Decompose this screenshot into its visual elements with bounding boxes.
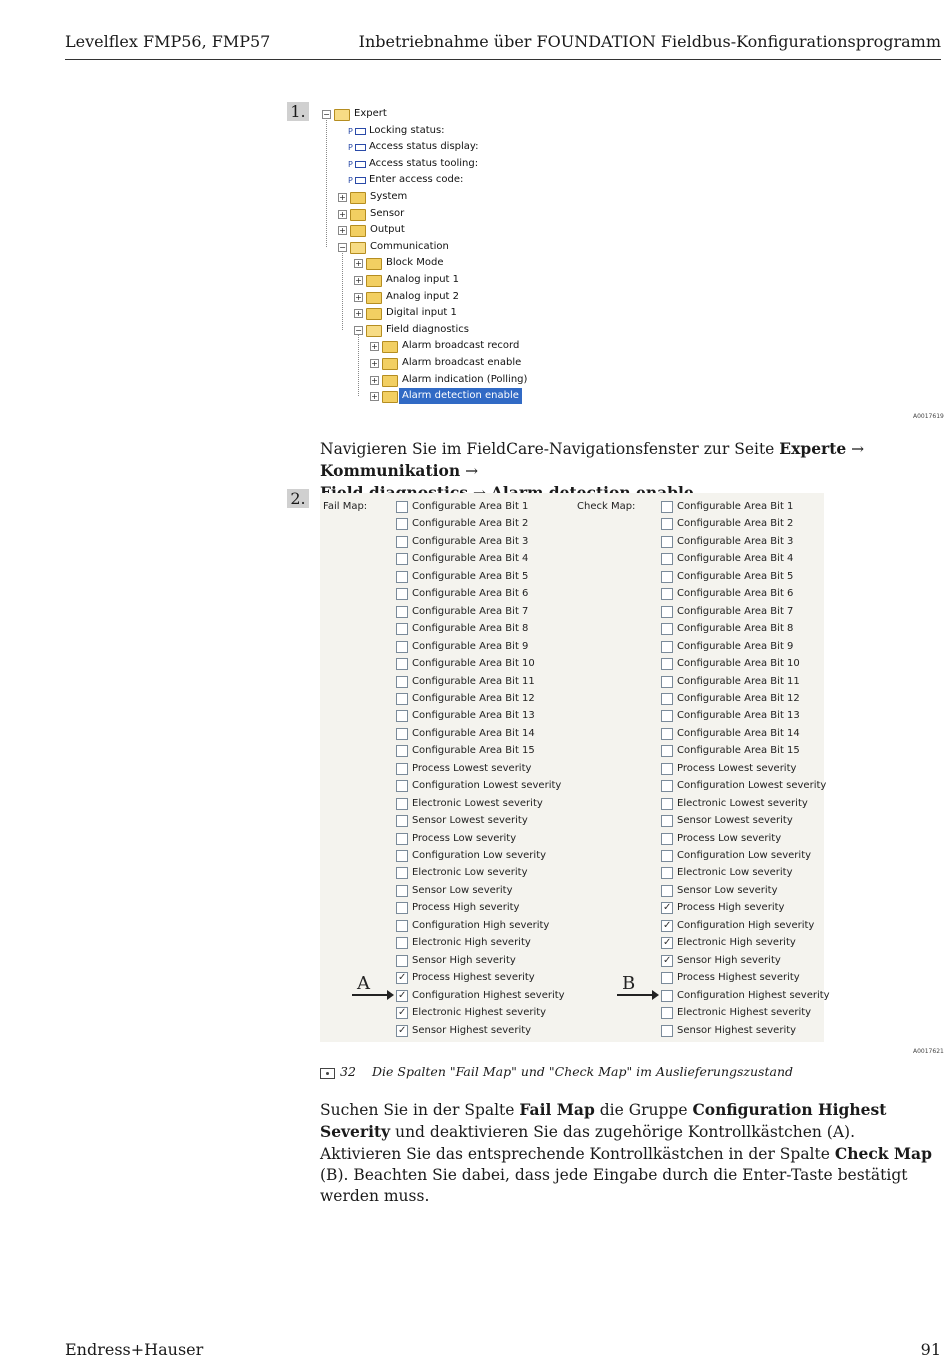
checkbox-label: Configurable Area Bit 1 xyxy=(412,501,529,512)
term-check-map: Check Map xyxy=(834,1144,932,1163)
folder-open-icon xyxy=(350,242,366,254)
checkbox-label: Configurable Area Bit 8 xyxy=(412,623,529,635)
checkbox[interactable] xyxy=(396,606,408,618)
checkbox-label: Configurable Area Bit 12 xyxy=(412,692,535,704)
expand-icon[interactable]: + xyxy=(371,359,378,368)
checkbox[interactable] xyxy=(661,902,673,914)
arrow-a-icon xyxy=(352,994,388,996)
checkbox-label: Process Lowest severity xyxy=(412,762,532,774)
folder-icon xyxy=(350,225,366,237)
figure-code-2: A0017621 xyxy=(913,1048,944,1055)
page-number: 91 xyxy=(920,1340,941,1359)
checkbox-label: Process Low severity xyxy=(412,832,517,844)
figure-icon xyxy=(320,1068,335,1079)
expand-icon[interactable]: + xyxy=(339,193,346,202)
expand-icon[interactable]: + xyxy=(355,309,362,319)
checkbox[interactable] xyxy=(661,798,673,810)
arrow: → xyxy=(846,440,865,458)
checkbox[interactable] xyxy=(661,763,673,775)
checkbox[interactable] xyxy=(661,867,673,879)
folder-icon xyxy=(382,358,398,370)
step-number-1: 1. xyxy=(287,102,309,121)
tree-item-label: Output xyxy=(370,224,405,236)
checkbox[interactable] xyxy=(396,745,408,757)
checkbox[interactable] xyxy=(396,920,408,932)
checkbox-label: Process High severity xyxy=(412,902,520,914)
checkbox[interactable] xyxy=(396,641,408,653)
term-configuration-highest-severity: Configuration Highest Severity xyxy=(320,1100,887,1141)
checkbox[interactable] xyxy=(396,955,408,967)
checkbox-label: Sensor High severity xyxy=(412,954,516,966)
checkbox[interactable] xyxy=(396,1007,408,1019)
term-fail-map: Fail Map xyxy=(519,1100,595,1119)
checkbox[interactable] xyxy=(396,972,408,984)
checkbox-label: Sensor Low severity xyxy=(677,884,778,896)
checkbox-label: Configuration Highest severity xyxy=(677,989,830,1001)
checkbox-label: Electronic Highest severity xyxy=(677,1007,812,1019)
fail-check-map-screenshot xyxy=(320,493,830,1042)
checkbox[interactable] xyxy=(661,641,673,653)
expand-icon[interactable]: + xyxy=(371,392,378,402)
checkbox-label: Process Low severity xyxy=(677,832,782,844)
text: und deaktivieren Sie das zugehörige Kontrollkästchen (A). Aktivieren Sie das entsprechende Kontrollkästchen in der Spalte xyxy=(320,1123,855,1163)
checkbox[interactable] xyxy=(661,728,673,740)
tree-item-label: Access status tooling: xyxy=(369,157,479,169)
checkbox-label: Electronic Low severity xyxy=(412,867,528,879)
checkbox-label: Configurable Area Bit 5 xyxy=(677,570,794,582)
header-divider xyxy=(65,59,941,60)
tree-guide-line xyxy=(358,334,359,396)
checkbox[interactable] xyxy=(661,850,673,862)
checkbox[interactable] xyxy=(661,606,673,618)
checkbox[interactable] xyxy=(661,920,673,932)
expand-icon[interactable]: + xyxy=(339,209,346,219)
parameter-icon: P xyxy=(348,143,353,153)
checkbox[interactable] xyxy=(396,885,408,897)
checkbox-label: Process Highest severity xyxy=(412,972,535,984)
checkbox[interactable] xyxy=(396,553,408,565)
tree-item-label: Communication xyxy=(370,240,449,252)
checkbox-label: Configurable Area Bit 13 xyxy=(677,710,800,722)
folder-icon xyxy=(366,258,382,270)
expand-icon[interactable]: + xyxy=(355,292,362,302)
checkbox[interactable] xyxy=(396,571,408,583)
parameter-box-icon xyxy=(355,177,366,184)
checkbox-label: Configurable Area Bit 12 xyxy=(677,692,800,704)
checkbox[interactable] xyxy=(396,518,408,530)
checkbox-label: Configurable Area Bit 11 xyxy=(677,675,800,687)
checkbox-label: Configurable Area Bit 6 xyxy=(677,588,794,600)
tree-item-label: Field diagnostics xyxy=(386,323,469,335)
checkbox[interactable] xyxy=(661,885,673,897)
checkbox-label: Configurable Area Bit 10 xyxy=(677,658,800,670)
text: die Gruppe xyxy=(594,1101,693,1119)
folder-open-icon xyxy=(366,325,382,337)
expand-icon[interactable]: + xyxy=(339,226,346,236)
checkbox[interactable] xyxy=(661,501,673,513)
checkbox[interactable] xyxy=(396,676,408,688)
parameter-box-icon xyxy=(355,144,366,151)
tree-item-label: Enter access code: xyxy=(369,174,464,186)
parameter-icon: P xyxy=(348,159,353,169)
checkbox[interactable] xyxy=(661,518,673,530)
checkbox-label: Configurable Area Bit 8 xyxy=(677,623,794,635)
checkbox[interactable] xyxy=(396,623,408,635)
checkbox-label: Sensor Low severity xyxy=(412,884,513,896)
checkbox-label: Configuration High severity xyxy=(677,919,815,931)
marker-b: B xyxy=(622,973,636,994)
check-map-title: Check Map: xyxy=(577,501,636,512)
checkbox[interactable] xyxy=(396,501,408,513)
checkbox-label: Configurable Area Bit 4 xyxy=(412,553,529,565)
checkbox-label: Configuration Lowest severity xyxy=(677,780,827,792)
checkbox-label: Sensor Lowest severity xyxy=(677,815,793,827)
checkbox[interactable] xyxy=(661,937,673,949)
collapse-icon[interactable]: − xyxy=(355,325,362,335)
checkbox[interactable] xyxy=(661,553,673,565)
checkbox-label: Sensor Lowest severity xyxy=(412,815,528,827)
checkbox[interactable] xyxy=(661,990,673,1002)
text: (B). Beachten Sie dabei, dass jede Eingabe durch die Enter-Taste bestätigt werden muss. xyxy=(320,1166,908,1205)
folder-icon xyxy=(382,375,398,387)
tree-item-label: Analog input 2 xyxy=(386,290,459,302)
expand-icon[interactable]: + xyxy=(371,375,378,385)
tree-item-label: Analog input 1 xyxy=(386,274,459,285)
checkbox-label: Configurable Area Bit 7 xyxy=(677,605,794,617)
checkbox-label: Configurable Area Bit 11 xyxy=(412,675,535,687)
tree-item-label: Alarm broadcast record xyxy=(402,340,520,352)
checkbox[interactable] xyxy=(661,815,673,827)
marker-a: A xyxy=(357,973,370,994)
folder-icon xyxy=(382,391,398,403)
checkbox-label: Configurable Area Bit 2 xyxy=(677,518,794,530)
checkbox-label: Process Highest severity xyxy=(677,972,800,984)
checkbox[interactable] xyxy=(396,728,408,740)
tree-guide-line xyxy=(326,118,327,247)
tree-item-label: Alarm broadcast enable xyxy=(402,357,522,368)
checkbox[interactable] xyxy=(661,745,673,757)
tree-item-label: Locking status: xyxy=(369,124,445,136)
header-section-title: Inbetriebnahme über FOUNDATION Fieldbus-Konfigurationsprogramm xyxy=(358,32,941,51)
checkbox[interactable] xyxy=(396,902,408,914)
checkbox-label: Configurable Area Bit 7 xyxy=(412,605,529,617)
checkbox-label: Configurable Area Bit 9 xyxy=(677,640,794,652)
checkbox[interactable] xyxy=(661,1007,673,1019)
checkbox[interactable] xyxy=(661,658,673,670)
checkbox[interactable] xyxy=(661,1025,673,1037)
checkbox[interactable] xyxy=(661,693,673,705)
checkbox-label: Configurable Area Bit 13 xyxy=(412,710,535,722)
checkbox[interactable] xyxy=(396,833,408,845)
checkbox[interactable] xyxy=(396,763,408,775)
checkbox[interactable] xyxy=(396,867,408,879)
folder-open-icon xyxy=(334,109,350,121)
navigation-tree-screenshot xyxy=(320,102,530,407)
checkbox[interactable] xyxy=(396,536,408,548)
expand-icon[interactable]: + xyxy=(371,342,378,352)
checkbox[interactable] xyxy=(396,780,408,792)
checkbox-label: Sensor High severity xyxy=(677,954,781,966)
checkbox[interactable] xyxy=(396,658,408,670)
checkbox-label: Configurable Area Bit 15 xyxy=(412,745,535,757)
checkbox-label: Configurable Area Bit 15 xyxy=(677,745,800,757)
checkbox-label: Electronic High severity xyxy=(677,937,796,949)
checkbox[interactable] xyxy=(396,990,408,1002)
footer-company: Endress+Hauser xyxy=(65,1340,204,1359)
tree-item-label: Sensor xyxy=(370,207,405,219)
figure-number: 32 xyxy=(340,1064,356,1079)
arrow: → xyxy=(460,462,479,480)
checkbox-label: Configurable Area Bit 14 xyxy=(412,727,535,739)
checkbox-label: Configurable Area Bit 2 xyxy=(412,518,529,530)
checkbox-label: Process Lowest severity xyxy=(677,762,797,774)
parameter-box-icon xyxy=(355,161,366,168)
step-number-2: 2. xyxy=(287,489,309,508)
checkbox-label: Configurable Area Bit 10 xyxy=(412,658,535,670)
fail-map-title: Fail Map: xyxy=(323,501,368,512)
folder-icon xyxy=(350,192,366,204)
checkbox-label: Electronic Highest severity xyxy=(412,1007,547,1019)
checkbox[interactable] xyxy=(661,588,673,600)
folder-icon xyxy=(382,341,398,353)
checkbox-label: Configurable Area Bit 9 xyxy=(412,640,529,652)
checkbox-label: Configuration High severity xyxy=(412,919,550,931)
checkbox-label: Configurable Area Bit 4 xyxy=(677,553,794,565)
folder-icon xyxy=(366,292,382,304)
checkbox-label: Electronic Lowest severity xyxy=(412,797,543,809)
caption-text: Die Spalten "Fail Map" und "Check Map" im Auslieferungszustand xyxy=(372,1064,793,1079)
checkbox-label: Configurable Area Bit 14 xyxy=(677,727,800,739)
folder-icon xyxy=(366,275,382,287)
checkbox-label: Electronic Lowest severity xyxy=(677,797,808,809)
checkbox[interactable] xyxy=(661,676,673,688)
checkbox[interactable] xyxy=(661,571,673,583)
tree-item-label: Expert xyxy=(354,108,387,119)
menu-path-kommunikation: Kommunikation xyxy=(320,461,461,480)
checkbox-label: Configurable Area Bit 5 xyxy=(412,570,529,582)
checkbox-label: Electronic High severity xyxy=(412,937,531,949)
header-product: Levelflex FMP56, FMP57 xyxy=(65,32,271,51)
checkbox-label: Configuration Low severity xyxy=(412,850,547,861)
tree-item-label: Alarm detection enable xyxy=(399,388,522,404)
checkbox[interactable] xyxy=(396,798,408,810)
checkbox-label: Configurable Area Bit 1 xyxy=(677,501,794,512)
checkbox[interactable] xyxy=(396,588,408,600)
checkbox[interactable] xyxy=(661,955,673,967)
checkbox[interactable] xyxy=(661,536,673,548)
expand-icon[interactable]: + xyxy=(355,276,362,285)
checkbox-label: Sensor Highest severity xyxy=(677,1024,797,1036)
checkbox-label: Configurable Area Bit 6 xyxy=(412,588,529,600)
checkbox-label: Configurable Area Bit 3 xyxy=(412,535,529,547)
expand-icon[interactable]: + xyxy=(355,259,362,269)
collapse-icon[interactable]: − xyxy=(323,110,330,119)
checkbox-label: Electronic Low severity xyxy=(677,867,793,879)
checkbox[interactable] xyxy=(396,1025,408,1037)
tree-item-label: Block Mode xyxy=(386,257,444,269)
tree-guide-line xyxy=(342,251,343,330)
checkbox-label: Process High severity xyxy=(677,902,785,914)
parameter-icon: P xyxy=(348,176,353,186)
checkbox[interactable] xyxy=(396,710,408,722)
collapse-icon[interactable]: − xyxy=(339,242,346,252)
tree-item-label: Alarm indication (Polling) xyxy=(402,373,528,385)
checkbox[interactable] xyxy=(661,833,673,845)
checkbox-label: Sensor Highest severity xyxy=(412,1024,532,1036)
text: Navigieren Sie im FieldCare-Navigationsfenster zur Seite xyxy=(320,440,780,458)
parameter-icon: P xyxy=(348,126,353,136)
checkbox-label: Configuration Highest severity xyxy=(412,989,565,1001)
instruction-paragraph-2 xyxy=(320,1099,935,1207)
checkbox[interactable] xyxy=(396,815,408,827)
parameter-box-icon xyxy=(355,128,366,135)
checkbox[interactable] xyxy=(396,693,408,705)
checkbox-label: Configuration Lowest severity xyxy=(412,780,562,792)
checkbox[interactable] xyxy=(661,972,673,984)
checkbox[interactable] xyxy=(661,623,673,635)
checkbox[interactable] xyxy=(396,937,408,949)
checkbox-label: Configurable Area Bit 3 xyxy=(677,535,794,547)
arrow-b-icon xyxy=(617,994,653,996)
tree-item-label: Access status display: xyxy=(369,141,479,153)
checkbox[interactable] xyxy=(661,780,673,792)
tree-item-label: System xyxy=(370,191,408,202)
checkbox[interactable] xyxy=(396,850,408,862)
figure-code-1: A0017619 xyxy=(913,413,944,420)
checkbox-label: Configuration Low severity xyxy=(677,850,812,861)
text: Suchen Sie in der Spalte xyxy=(320,1101,520,1119)
menu-path-experte: Experte xyxy=(779,439,847,458)
checkbox[interactable] xyxy=(661,710,673,722)
folder-icon xyxy=(366,308,382,320)
tree-item-label: Digital input 1 xyxy=(386,307,457,319)
folder-icon xyxy=(350,209,366,221)
